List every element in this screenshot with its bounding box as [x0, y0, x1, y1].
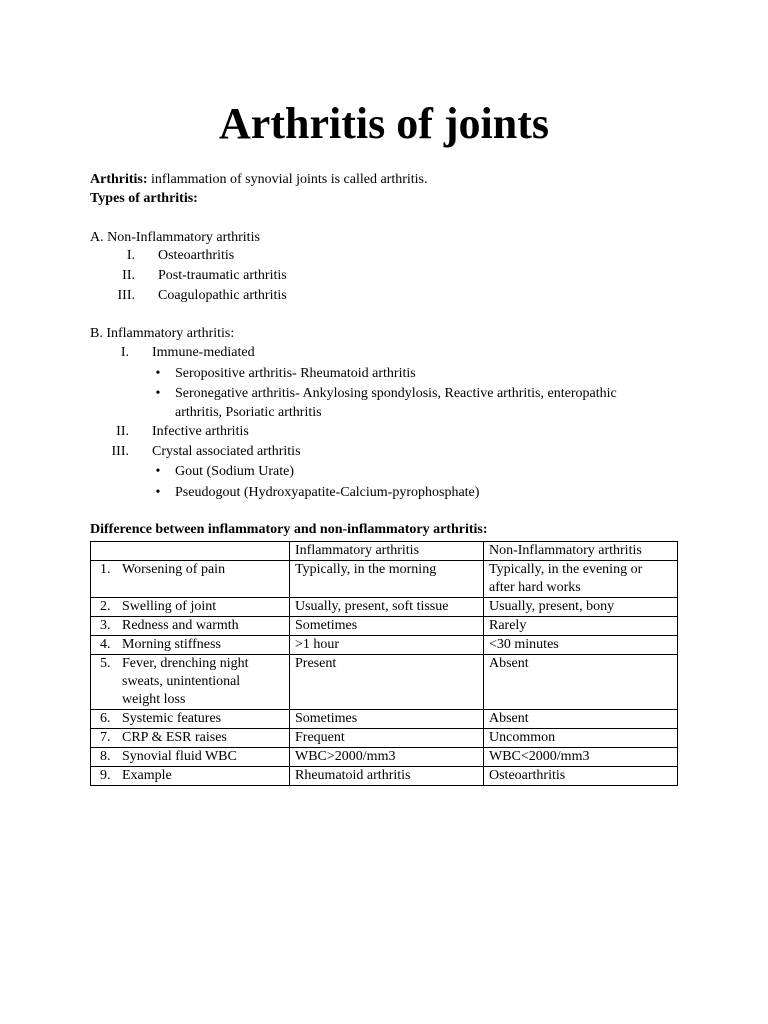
- bullet-icon: •: [155, 464, 161, 479]
- non-inflammatory-cell: <30 minutes: [484, 636, 678, 655]
- definition-term: Arthritis:: [90, 172, 148, 187]
- non-inflammatory-cell: Absent: [484, 710, 678, 729]
- bullet-item: Seropositive arthritis- Rheumatoid arthritis: [175, 366, 416, 381]
- row-number: 4.: [100, 637, 111, 652]
- table-row: [91, 561, 678, 598]
- section-b-numeral: III.: [111, 444, 129, 459]
- section-b-item: Infective arthritis: [152, 424, 249, 439]
- difference-heading-text: Difference between inflammatory and non-inflammatory arthritis:: [90, 522, 488, 537]
- feature-text: Morning stiffness: [122, 637, 221, 652]
- feature-text: Swelling of joint: [122, 599, 217, 614]
- feature-cell: [91, 767, 290, 786]
- feature-text: Example: [122, 768, 172, 783]
- section-b-item: Crystal associated arthritis: [152, 444, 301, 459]
- feature-cell: [91, 655, 290, 710]
- feature-text: Worsening of pain: [122, 562, 226, 577]
- header-cell-empty: [91, 542, 290, 561]
- table-row: [91, 617, 678, 636]
- bullet-item: Pseudogout (Hydroxyapatite-Calcium-pyrophosphate): [175, 485, 480, 500]
- inflammatory-cell: Present: [290, 655, 484, 710]
- table-row: [91, 655, 678, 710]
- inflammatory-cell: WBC>2000/mm3: [290, 748, 484, 767]
- row-number: 9.: [100, 768, 111, 783]
- table-row: [91, 710, 678, 729]
- feature-text: Fever, drenching night sweats, unintentional weight loss: [122, 656, 249, 707]
- section-a-item: Osteoarthritis: [158, 248, 235, 263]
- feature-text: Synovial fluid WBC: [122, 749, 237, 764]
- feature-cell: [91, 598, 290, 617]
- feature-text: CRP & ESR raises: [122, 730, 227, 745]
- bullet-item-continuation: arthritis, Psoriatic arthritis: [175, 405, 322, 420]
- section-a-item: Post-traumatic arthritis: [158, 268, 287, 283]
- row-number: 3.: [100, 618, 111, 633]
- section-b-numeral: II.: [116, 424, 129, 439]
- table-row: [91, 636, 678, 655]
- row-number: 1.: [100, 562, 111, 577]
- header-cell-inflammatory: Inflammatory arthritis: [290, 542, 484, 561]
- feature-cell: [91, 561, 290, 598]
- non-inflammatory-cell: Typically, in the evening or after hard works: [484, 561, 678, 598]
- bullet-icon: •: [155, 366, 161, 381]
- non-inflammatory-cell: WBC<2000/mm3: [484, 748, 678, 767]
- row-number: 5.: [100, 656, 111, 671]
- comparison-table: [90, 541, 678, 786]
- types-heading-text: Types of arthritis:: [90, 191, 198, 206]
- section-a-heading: A. Non-Inflammatory arthritis: [90, 230, 260, 245]
- row-number: 7.: [100, 730, 111, 745]
- table-row: [91, 729, 678, 748]
- page-title: Arthritis of joints: [219, 99, 549, 148]
- bullet-item: Seronegative arthritis- Ankylosing spondylosis, Reactive arthritis, enteropathic: [175, 386, 617, 401]
- feature-cell: [91, 729, 290, 748]
- inflammatory-cell: Typically, in the morning: [290, 561, 484, 598]
- section-b-numeral: I.: [120, 345, 129, 360]
- non-inflammatory-cell: Rarely: [484, 617, 678, 636]
- definition-line: [90, 170, 428, 189]
- bullet-item: Gout (Sodium Urate): [175, 464, 294, 479]
- row-number: 8.: [100, 749, 111, 764]
- definition-text: inflammation of synovial joints is called arthritis.: [147, 172, 428, 187]
- types-heading: [90, 189, 198, 208]
- inflammatory-cell: Sometimes: [290, 617, 484, 636]
- inflammatory-cell: Sometimes: [290, 710, 484, 729]
- table-row: [91, 598, 678, 617]
- row-number: 6.: [100, 711, 111, 726]
- section-b-item: Immune-mediated: [152, 345, 255, 360]
- row-number: 2.: [100, 599, 111, 614]
- inflammatory-cell: >1 hour: [290, 636, 484, 655]
- non-inflammatory-cell: Osteoarthritis: [484, 767, 678, 786]
- inflammatory-cell: Frequent: [290, 729, 484, 748]
- feature-cell: [91, 748, 290, 767]
- non-inflammatory-cell: Absent: [484, 655, 678, 710]
- table-row: [91, 748, 678, 767]
- non-inflammatory-cell: Usually, present, bony: [484, 598, 678, 617]
- header-cell-non-inflammatory: Non-Inflammatory arthritis: [484, 542, 678, 561]
- feature-text: Systemic features: [122, 711, 222, 726]
- feature-text: Redness and warmth: [122, 618, 239, 633]
- section-a-numeral: II.: [122, 268, 135, 283]
- bullet-icon: •: [155, 386, 161, 401]
- section-b-heading: B. Inflammatory arthritis:: [90, 326, 235, 341]
- non-inflammatory-cell: Uncommon: [484, 729, 678, 748]
- inflammatory-cell: Usually, present, soft tissue: [290, 598, 484, 617]
- table-row: [91, 767, 678, 786]
- bullet-icon: •: [155, 485, 161, 500]
- feature-cell: [91, 636, 290, 655]
- table-header-row: [91, 542, 678, 561]
- feature-cell: [91, 617, 290, 636]
- section-a-item: Coagulopathic arthritis: [158, 288, 287, 303]
- section-a-numeral: I.: [126, 248, 135, 263]
- section-a-numeral: III.: [117, 288, 135, 303]
- difference-heading: [90, 520, 488, 539]
- feature-cell: [91, 710, 290, 729]
- inflammatory-cell: Rheumatoid arthritis: [290, 767, 484, 786]
